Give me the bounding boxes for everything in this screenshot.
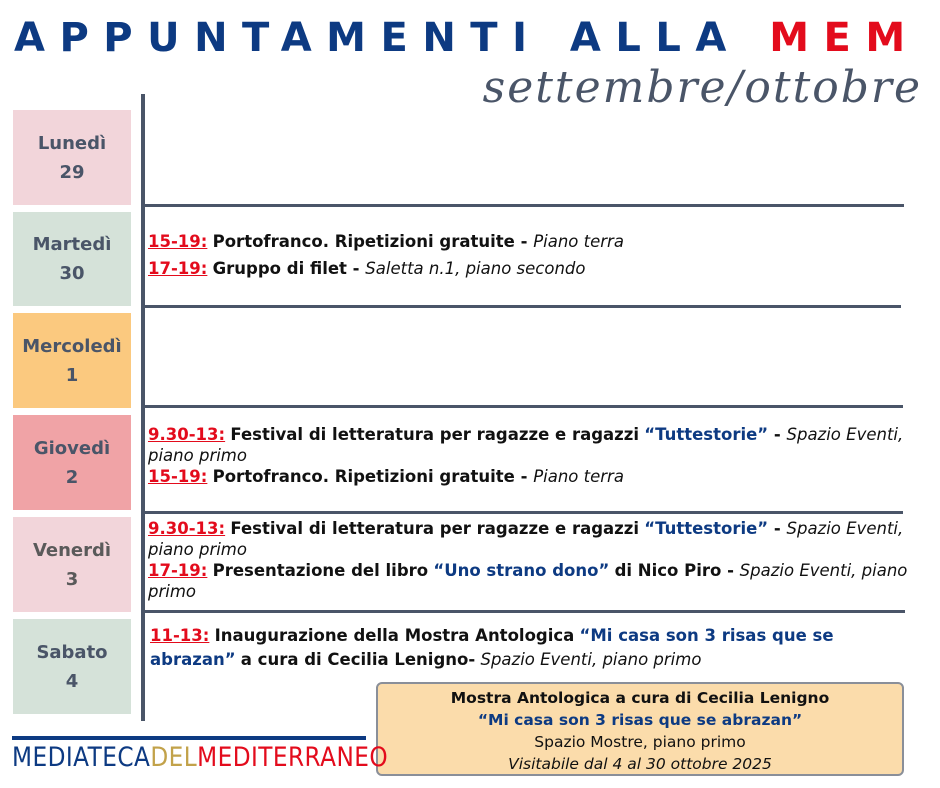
event-title: Presentazione del libro: [212, 561, 429, 580]
day-name: Mercoledì: [22, 335, 122, 357]
exhibition-location: Spazio Mostre, piano primo: [534, 733, 746, 751]
day-date: 29: [59, 161, 85, 183]
events-giovedi: [148, 424, 920, 487]
event-place: Piano terra: [533, 232, 624, 251]
event-highlight: “Uno strano dono”: [433, 561, 610, 580]
event-title: Portofranco. Ripetizioni gratuite: [212, 467, 515, 486]
event-item: [148, 560, 920, 602]
event-time: 9.30-13:: [148, 519, 226, 538]
event-place: Spazio Eventi, piano primo: [148, 561, 908, 601]
page-title: [14, 14, 920, 62]
title-accent: MEM: [769, 15, 920, 61]
events-venerdi: [148, 518, 920, 602]
event-separator: -: [721, 561, 740, 580]
event-title-after: di Nico Piro: [614, 561, 722, 580]
event-title: Festival di letteratura per ragazze e ragazzi: [230, 519, 640, 538]
event-title-after: a cura di Cecilia Lenigno-: [240, 650, 476, 669]
event-place: Spazio Eventi, piano primo: [148, 425, 904, 465]
day-name: Venerdì: [32, 539, 112, 561]
event-place: Saletta n.1, piano secondo: [365, 259, 586, 278]
event-place: Spazio Eventi, piano primo: [480, 650, 702, 669]
event-item: [148, 466, 920, 487]
event-item: [148, 258, 920, 279]
event-separator: -: [514, 232, 534, 251]
event-time: 11-13:: [150, 626, 210, 645]
logo-part-mediateca: MEDIATECA: [12, 742, 151, 773]
event-separator: -: [514, 467, 534, 486]
event-title: Inaugurazione della Mostra Antologica: [214, 626, 575, 645]
day-name: Giovedì: [33, 437, 111, 459]
day-name: Martedì: [32, 234, 112, 255]
page-subtitle: settembre/ottobre: [482, 62, 922, 113]
event-item: [148, 518, 920, 560]
exhibition-name: “Mi casa son 3 risas que se abrazan”: [477, 711, 803, 729]
event-time: 9.30-13:: [148, 425, 226, 444]
event-time: 17-19:: [148, 259, 208, 278]
event-separator: -: [768, 519, 787, 538]
events-sabato: [150, 624, 920, 672]
day-date: 30: [59, 263, 85, 284]
day-name: Sabato: [36, 641, 108, 663]
events-martedi: [148, 231, 920, 279]
logo-part-del: DEL: [150, 742, 198, 773]
title-main: APPUNTAMENTI ALLA: [14, 15, 770, 61]
event-time: 17-19:: [148, 561, 208, 580]
exhibition-info-box: [376, 682, 904, 776]
exhibition-title: Mostra Antologica a cura di Cecilia Lenigno: [450, 689, 830, 707]
day-date: 4: [65, 670, 79, 692]
day-date: 3: [65, 568, 79, 590]
event-place: Spazio Eventi, piano primo: [148, 519, 904, 559]
day-box-lunedi: [13, 110, 131, 205]
day-box-sabato: [13, 619, 131, 714]
event-place: Piano terra: [533, 467, 624, 486]
exhibition-dates: Visitabile dal 4 al 30 ottobre 2025: [508, 755, 772, 773]
event-highlight: “Tuttestorie”: [644, 425, 769, 444]
row-divider: [145, 305, 901, 308]
event-title: Festival di letteratura per ragazze e ragazzi: [230, 425, 640, 444]
day-name: Lunedì: [37, 132, 107, 154]
day-box-giovedi: [13, 415, 131, 510]
day-date: 2: [65, 466, 79, 488]
event-time: 15-19:: [148, 467, 208, 486]
row-divider: [145, 405, 903, 408]
logo-rule: [12, 736, 366, 740]
event-item: [150, 624, 920, 672]
row-divider: [145, 610, 905, 613]
day-box-venerdi: [13, 517, 131, 612]
event-time: 15-19:: [148, 232, 208, 251]
row-divider: [145, 511, 903, 514]
event-separator: -: [768, 425, 787, 444]
row-divider: [145, 204, 904, 207]
event-title: Portofranco. Ripetizioni gratuite: [212, 232, 515, 251]
day-date: 1: [65, 364, 79, 386]
event-highlight: “Tuttestorie”: [644, 519, 769, 538]
event-title: Gruppo di filet: [212, 259, 347, 278]
event-item: [148, 231, 920, 252]
mediateca-logo: [12, 742, 388, 774]
event-separator: -: [346, 259, 366, 278]
day-box-martedi: [13, 212, 131, 306]
day-box-mercoledi: [13, 313, 131, 408]
event-item: [148, 424, 920, 466]
event-highlight: “Mi casa son 3 risas que se abrazan”: [150, 626, 834, 669]
logo-part-mediterraneo: MEDITERRANEO: [197, 742, 389, 773]
